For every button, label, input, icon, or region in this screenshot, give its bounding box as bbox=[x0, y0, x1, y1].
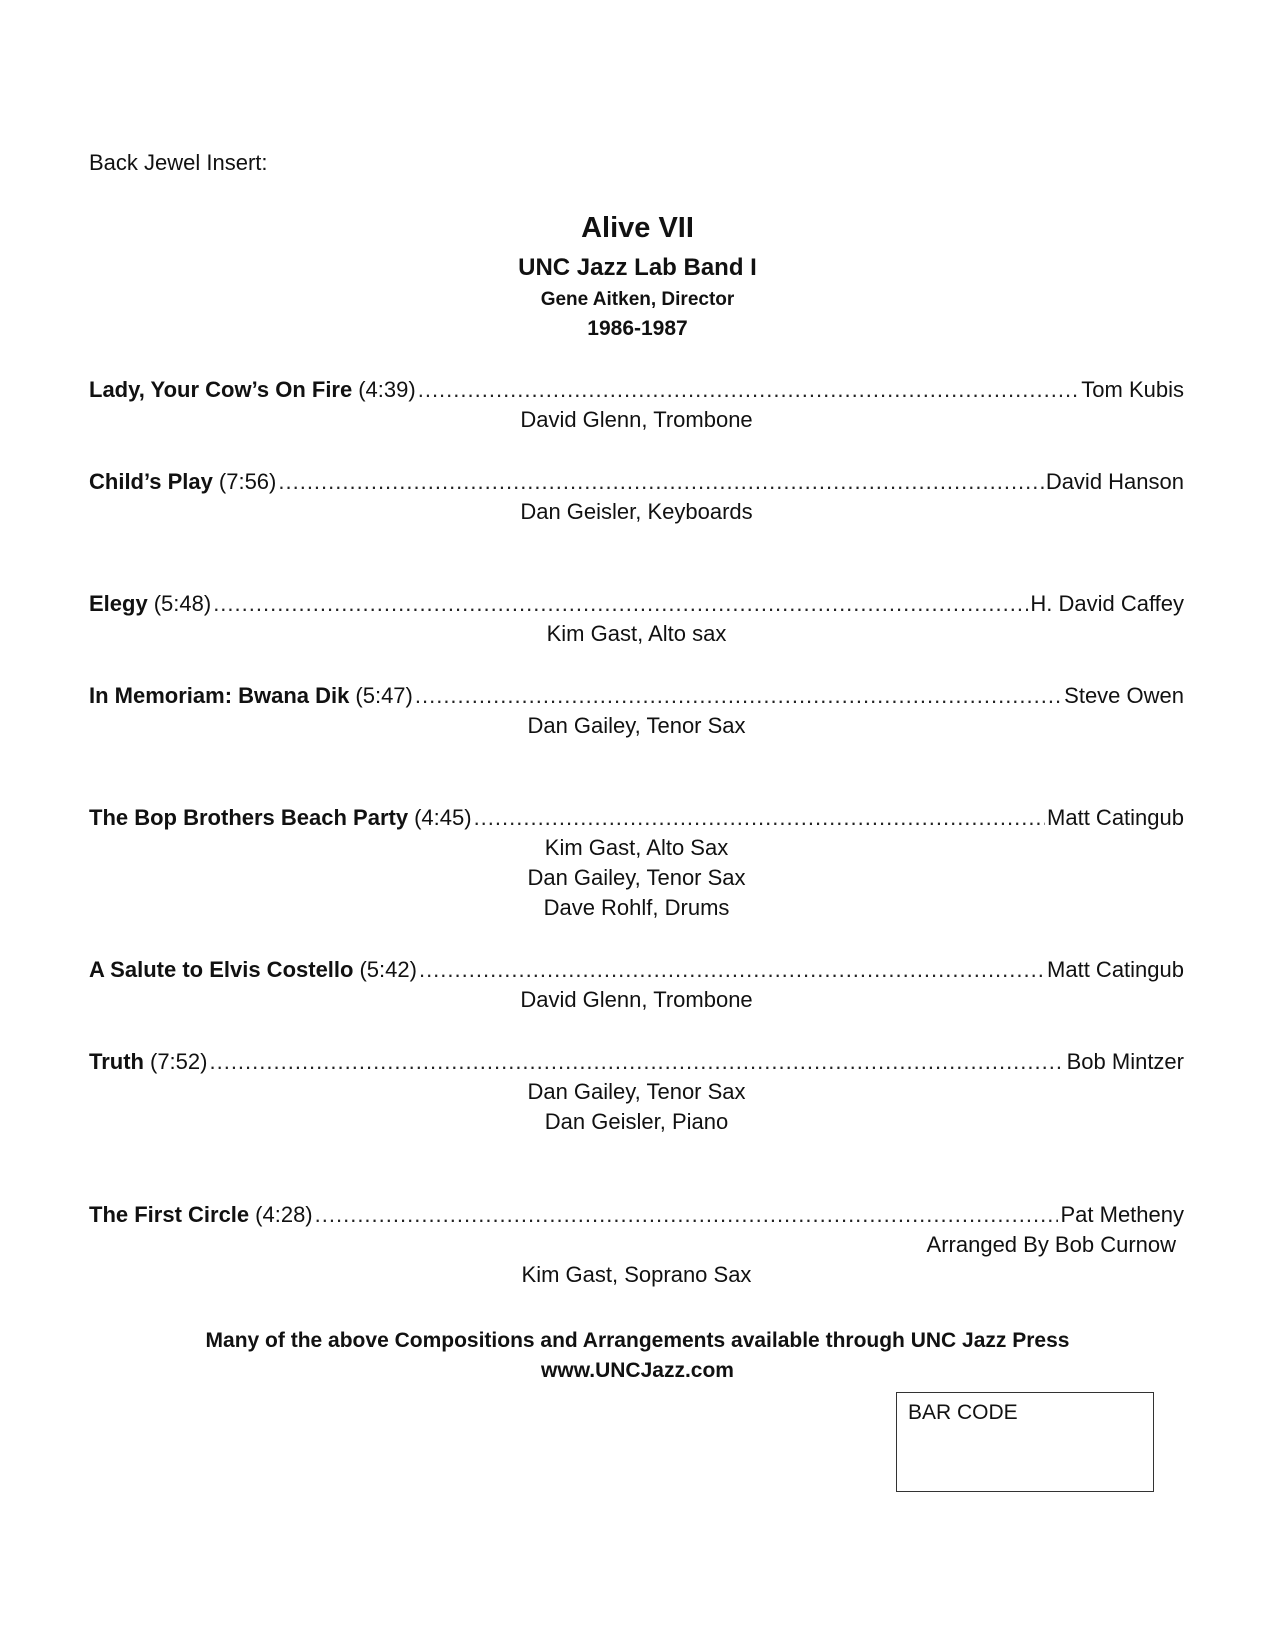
track-line bbox=[89, 955, 1184, 985]
track-soloists bbox=[89, 497, 1184, 527]
barcode-label: BAR CODE bbox=[908, 1401, 1018, 1424]
soloist: Dan Gailey, Tenor Sax bbox=[527, 865, 746, 890]
track-title: In Memoriam: Bwana Dik bbox=[89, 683, 350, 708]
band-name: UNC Jazz Lab Band I bbox=[518, 254, 757, 281]
track-soloists bbox=[89, 405, 1184, 435]
track-duration: (4:45) bbox=[414, 805, 472, 830]
soloist: Kim Gast, Soprano Sax bbox=[521, 1262, 752, 1287]
track-entry bbox=[89, 589, 1184, 649]
track-line bbox=[89, 1200, 1184, 1230]
barcode-placeholder bbox=[896, 1392, 1154, 1492]
track-line bbox=[89, 803, 1184, 833]
track-title: A Salute to Elvis Costello bbox=[89, 957, 354, 982]
track-entry bbox=[89, 467, 1184, 527]
soloist: Kim Gast, Alto sax bbox=[546, 621, 727, 646]
track-entry bbox=[89, 1200, 1184, 1290]
track-composer: Tom Kubis bbox=[1081, 377, 1184, 402]
track-soloists bbox=[89, 1077, 1184, 1137]
track-line bbox=[89, 589, 1184, 619]
track-duration: (5:47) bbox=[355, 683, 413, 708]
track-soloists bbox=[89, 711, 1184, 741]
dot-leader bbox=[315, 1200, 1059, 1230]
track-duration: (5:42) bbox=[359, 957, 417, 982]
season-years: 1986-1987 bbox=[587, 317, 688, 340]
soloist: Dave Rohlf, Drums bbox=[543, 895, 730, 920]
director-credit: Gene Aitken, Director bbox=[540, 289, 735, 310]
track-composer: Matt Catingub bbox=[1047, 957, 1184, 982]
track-composer: Bob Mintzer bbox=[1066, 1049, 1184, 1074]
soloist: Dan Gailey, Tenor Sax bbox=[527, 1079, 746, 1104]
track-composer: H. David Caffey bbox=[1030, 591, 1184, 616]
soloist: David Glenn, Trombone bbox=[520, 407, 753, 432]
track-duration: (5:48) bbox=[153, 591, 212, 616]
dot-leader bbox=[278, 467, 1043, 497]
soloist: David Glenn, Trombone bbox=[520, 987, 753, 1012]
track-composer: David Hanson bbox=[1045, 469, 1184, 494]
dot-leader bbox=[213, 589, 1028, 619]
track-line bbox=[89, 681, 1184, 711]
track-soloists bbox=[89, 985, 1184, 1015]
track-soloists bbox=[89, 833, 1184, 923]
track-line bbox=[89, 375, 1184, 405]
dot-leader bbox=[418, 375, 1080, 405]
track-title: Truth bbox=[89, 1049, 144, 1074]
page-label: Back Jewel Insert: bbox=[89, 150, 268, 175]
track-entry bbox=[89, 955, 1184, 1015]
track-title: The Bop Brothers Beach Party bbox=[89, 805, 409, 830]
track-entry bbox=[89, 1047, 1184, 1137]
track-title: The First Circle bbox=[89, 1202, 250, 1227]
track-composer: Matt Catingub bbox=[1047, 805, 1184, 830]
track-entry bbox=[89, 375, 1184, 435]
dot-leader bbox=[209, 1047, 1064, 1077]
track-title: Child’s Play bbox=[89, 469, 213, 494]
track-duration: (7:52) bbox=[150, 1049, 208, 1074]
track-duration: (7:56) bbox=[218, 469, 277, 494]
track-duration: (4:39) bbox=[358, 377, 416, 402]
soloist: Kim Gast, Alto Sax bbox=[544, 835, 729, 860]
dot-leader bbox=[419, 955, 1045, 985]
track-entry bbox=[89, 681, 1184, 741]
footer-url: www.UNCJazz.com bbox=[541, 1359, 734, 1382]
track-soloists bbox=[89, 1260, 1184, 1290]
track-title: Elegy bbox=[89, 591, 148, 616]
dot-leader bbox=[474, 803, 1045, 833]
soloist: Dan Geisler, Keyboards bbox=[520, 499, 753, 524]
track-entry bbox=[89, 803, 1184, 923]
track-line bbox=[89, 1047, 1184, 1077]
soloist: Dan Geisler, Piano bbox=[544, 1109, 729, 1134]
track-arranger: Arranged By Bob Curnow bbox=[926, 1232, 1176, 1257]
track-title: Lady, Your Cow’s On Fire bbox=[89, 377, 353, 402]
track-line bbox=[89, 467, 1184, 497]
album-title: Alive VII bbox=[581, 212, 694, 244]
dot-leader bbox=[415, 681, 1062, 711]
footer-note: Many of the above Compositions and Arrangements available through UNC Jazz Press bbox=[205, 1329, 1070, 1352]
track-soloists bbox=[89, 619, 1184, 649]
soloist: Dan Gailey, Tenor Sax bbox=[527, 713, 746, 738]
track-composer: Pat Metheny bbox=[1060, 1202, 1184, 1227]
track-composer: Steve Owen bbox=[1064, 683, 1184, 708]
track-duration: (4:28) bbox=[255, 1202, 313, 1227]
